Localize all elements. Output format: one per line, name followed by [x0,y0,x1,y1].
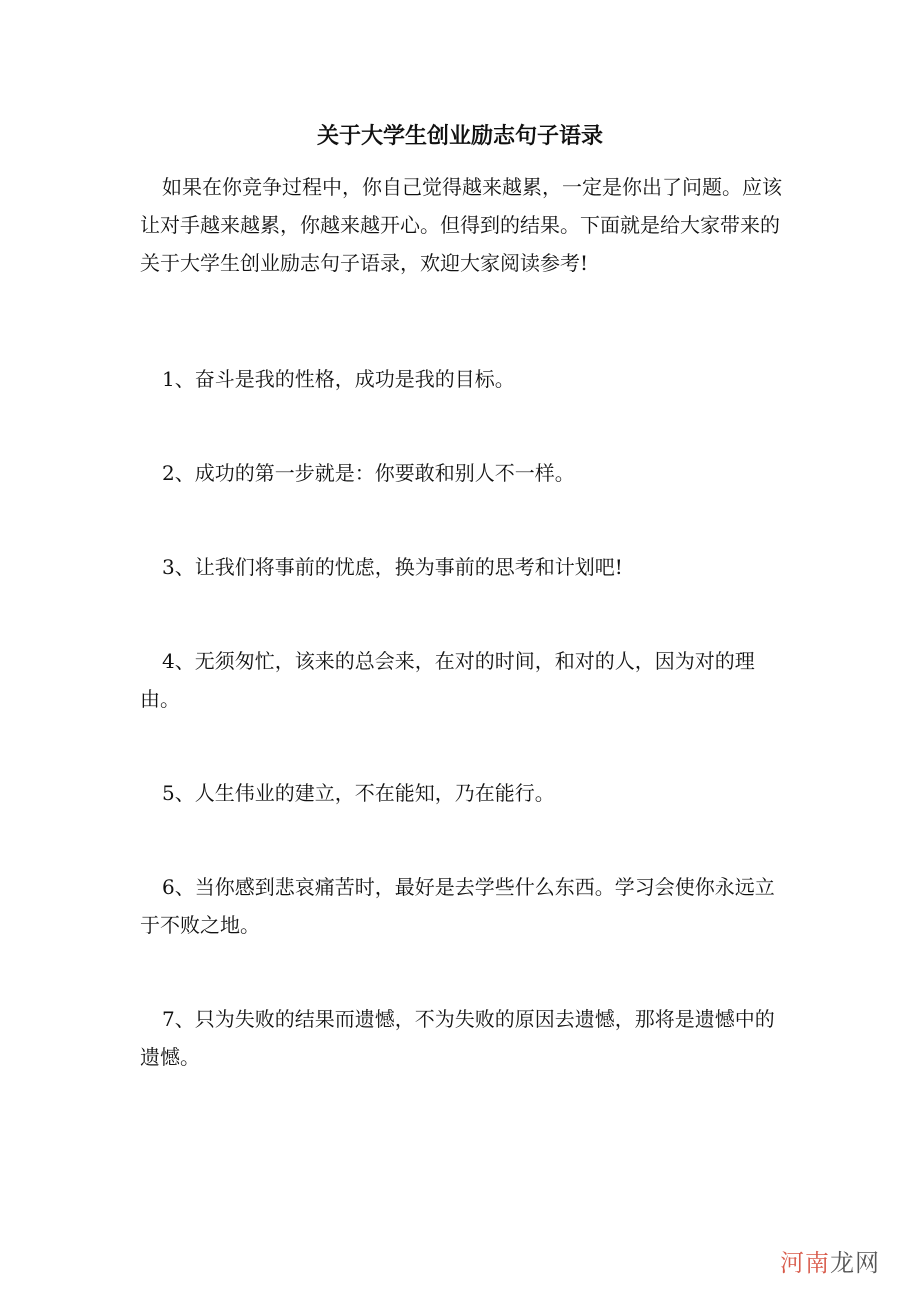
quote-item: 3、让我们将事前的忧虑，换为事前的思考和计划吧! [162,555,623,579]
quote-item: 4、无须匆忙，该来的总会来，在对的时间，和对的人，因为对的理由。 [140,649,755,711]
quote-list [140,360,785,1132]
quote-item: 6、当你感到悲哀痛苦时，最好是去学些什么东西。学习会使你永远立于不败之地。 [140,875,775,937]
quote-item: 2、成功的第一步就是：你要敢和别人不一样。 [162,461,575,485]
watermark-part1: 河南 [780,1249,830,1277]
quote-item: 7、只为失败的结果而遗憾，不为失败的原因去遗憾，那将是遗憾中的遗憾。 [140,1007,775,1069]
document-title: 关于大学生创业励志句子语录 [316,123,603,149]
site-watermark [780,1243,880,1278]
quote-item: 5、人生伟业的建立，不在能知，乃在能行。 [162,781,555,805]
quote-item: 1、奋斗是我的性格，成功是我的目标。 [162,367,515,391]
intro-paragraph: 如果在你竞争过程中，你自己觉得越来越累，一定是你出了问题。应该让对手越来越累，你越来越开心。但得到的结果。下面就是给大家带来的关于大学生创业励志句子语录，欢迎大家阅读参考! [140,175,782,275]
watermark-part2: 龙网 [830,1249,880,1277]
